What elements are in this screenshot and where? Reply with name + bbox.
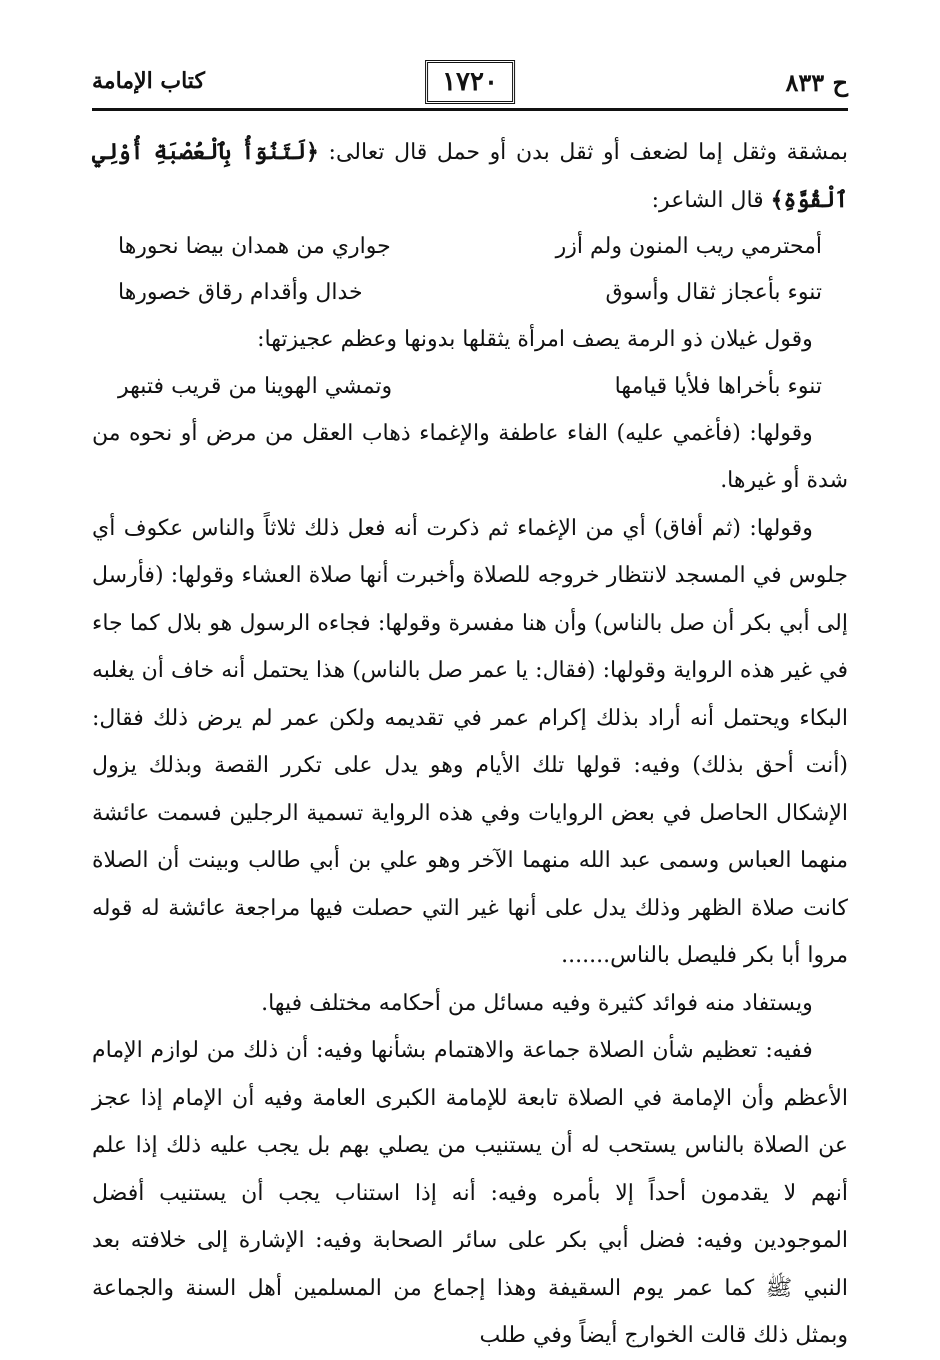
poem-hemistich-left: وتمشي الهوينا من قريب فتبهر [118,373,393,399]
intro-tail: قال الشاعر: [651,187,771,213]
book-title: كتاب الإمامة [92,68,205,94]
page-header [92,60,848,111]
quran-verse: ﴿لَتَنُوٓأُ بِٱلْعُصْبَةِ أُوْلِي ٱلْقُوَّةِ﴾ [92,139,848,213]
paragraph-fainting: وقولها: (فأغمي عليه) الفاء عاطفة والإغماء ذهاب العقل من مرض أو نحوه من شدة أو غيرها. [92,420,848,493]
paragraph-intro [92,129,848,224]
poem-hemistich-left: جواري من همدان بيضا نحورها [118,234,391,259]
poem-line [92,364,848,410]
paragraph-recovery: وقولها: (ثم أفاق) أي من الإغماء ثم ذكرت أنه فعل ذلك ثلاثاً والناس عكوف أي جلوس في المسجد لانتظار خروجه للصلاة وأخبرت أنها صلاة العشاء وقولها: (فأرسل إلى أبي بكر أن صل بالناس) وأن هنا مفسرة وقولها: فجاءه الرسول هو بلال كما جاء في غير هذه الرواية وقولها: (فقال: يا عمر صل بالناس) هذا يحتمل أنه خاف أن يغلبه البكاء ويحتمل أنه أراد بذلك إكرام عمر في تقديمه ولكن عمر لم يرض ذلك فقال: (أنت أحق بذلك) وفيه: قولها تلك الأيام وهو يدل على تكرر القصة وبذلك يزول الإشكال الحاصل في بعض الروايات وفي هذه الرواية تسمية الرجلين فسمت عائشة منهما العباس وسمى عبد الله منهما الآخر وهو علي بن أبي طالب وبينت أن الصلاة كانت صلاة الظهر وذلك يدل على أنها غير التي حصلت فيها مراجعة عائشة له قوله مروا أبا بكر فليصل بالناس....... [92,515,848,968]
poem-hemistich-right: تنوء بأخراها فلأيا قيامها [614,373,822,399]
hadith-number-box: ١٧٢٠ [425,60,515,104]
poem-hemistich-left: خدال وأقدام رقاق خصورها [118,280,363,305]
poem-line [92,224,848,270]
poem-hemistich-right: أمحترمي ريب المنون ولم أزر [555,234,822,259]
paragraph-ghaylan: وقول غيلان ذو الرمة يصف امرأة يثقلها بدونها وعظم عجيزتها: [257,327,813,352]
page-body [92,129,848,1360]
page-reference: ح ٨٣٣ [785,68,848,97]
poem-hemistich-right: تنوء بأعجاز ثقال وأسوق [605,280,822,305]
intro-text: بمشقة وثقل إما لضعف أو ثقل بدن أو حمل قال تعالى: [328,140,849,165]
paragraph-benefits: ففيه: تعظيم شأن الصلاة جماعة والاهتمام بشأنها وفيه: أن ذلك من لوازم الإمام الأعظم وأن الإمامة في الصلاة تابعة للإمامة الكبرى العامة وفيه أن الإمام إذا عجز عن الصلاة بالناس يستحب له أن يستنيب من يصلي بهم بل يجب عليه ذلك إذا علم أنهم لا يقدمون أحداً إلا بأمره وفيه: أنه إذا استناب يجب أن يستنيب أفضل الموجودين وفيه: فضل أبي بكر على سائر الصحابة وفيه: الإشارة إلى خلافته بعد النبي ﷺ كما عمر يوم السقيفة وهذا إجماع من المسلمين أهل السنة والجماعة وبمثل ذلك قالت الخوارج أيضاً وفي طلب [92,1038,848,1348]
paragraph-benefits-intro: ويستفاد منه فوائد كثيرة وفيه مسائل من أحكامه مختلف فيها. [261,990,813,1016]
book-page [92,60,849,1348]
poem-line [92,270,848,316]
